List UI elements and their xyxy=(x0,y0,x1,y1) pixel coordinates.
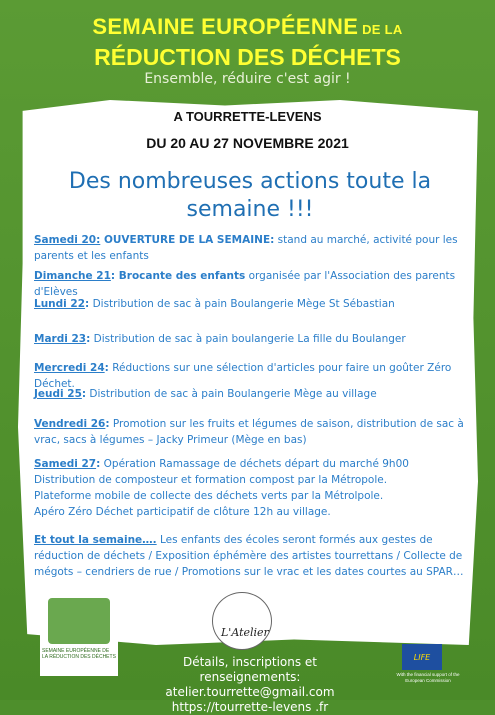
item-toute-la-semaine: Et tout la semaine…. Les enfants des écoles seront formés aux gestes de réduction de déchets / Exposition éphémère des artistes tourrettans / Collecte de mégots – cendriers de rue / Promotions sur le vrac et les dates courtes au SPAR… xyxy=(34,534,464,578)
footer-contact: Détails, inscriptions et renseignements: atelier.tourrette@gmail.com https://tourrette-levens .fr xyxy=(150,655,350,715)
item-lundi-22: Lundi 22: Distribution de sac à pain Boulangerie Mège St Sébastian xyxy=(34,298,395,310)
title-line-1: SEMAINE EUROPÉENNE DE LA xyxy=(92,14,403,39)
item-samedi-20: Samedi 20: OUVERTURE DE LA SEMAINE: stand au marché, activité pour les parents et les enfants xyxy=(34,234,458,262)
svg-text:LIFE: LIFE xyxy=(413,653,431,662)
item-mardi-23: Mardi 23: Distribution de sac à pain boulangerie La fille du Boulanger xyxy=(34,333,406,345)
item-vendredi-26: Vendredi 26: Promotion sur les fruits et légumes de saison, distribution de sac à vrac, sacs à légumes – Jacky Primeur (Mège en bas) xyxy=(34,418,464,446)
serd-emblem-icon xyxy=(48,598,110,644)
item-samedi-27: Samedi 27: Opération Ramassage de déchets départ du marché 9h00 Distribution de composteur et formation compost par la Métropole. Plateforme mobile de collecte des déchets verts par la Métrolpole. Apéro Zéro Déchet participatif de clôture 12h au village. xyxy=(34,458,409,518)
headline: Des nombreuses actions toute la semaine !!! xyxy=(68,169,432,222)
website-link[interactable]: https://tourrette-levens .fr xyxy=(171,700,329,714)
serd-logo: SEMAINE EUROPÉENNE DE LA RÉDUCTION DES DÉCHETS xyxy=(40,592,118,676)
item-mercredi-24: Mercredi 24: Réductions sur une sélection d'articles pour faire un goûter Zéro Déchet. xyxy=(34,362,452,390)
item-dimanche-21: Dimanche 21: Brocante des enfants organisée par l'Association des parents d'Elèves xyxy=(34,270,456,298)
event-dates: DU 20 AU 27 NOVEMBRE 2021 xyxy=(146,135,349,151)
tagline: Ensemble, réduire c'est agir ! xyxy=(144,71,351,87)
atelier-logo: L'Atelier xyxy=(212,592,272,650)
eu-support-note: With the financial support of the European Commission xyxy=(396,672,460,683)
title-line-2: RÉDUCTION DES DÉCHETS xyxy=(94,44,401,70)
item-jeudi-25: Jeudi 25: Distribution de sac à pain Boulangerie Mège au village xyxy=(34,388,377,400)
event-place: A TOURRETTE-LEVENS xyxy=(173,109,322,124)
eu-flag-icon xyxy=(402,644,442,670)
email-link[interactable]: atelier.tourrette@gmail.com xyxy=(165,685,335,699)
